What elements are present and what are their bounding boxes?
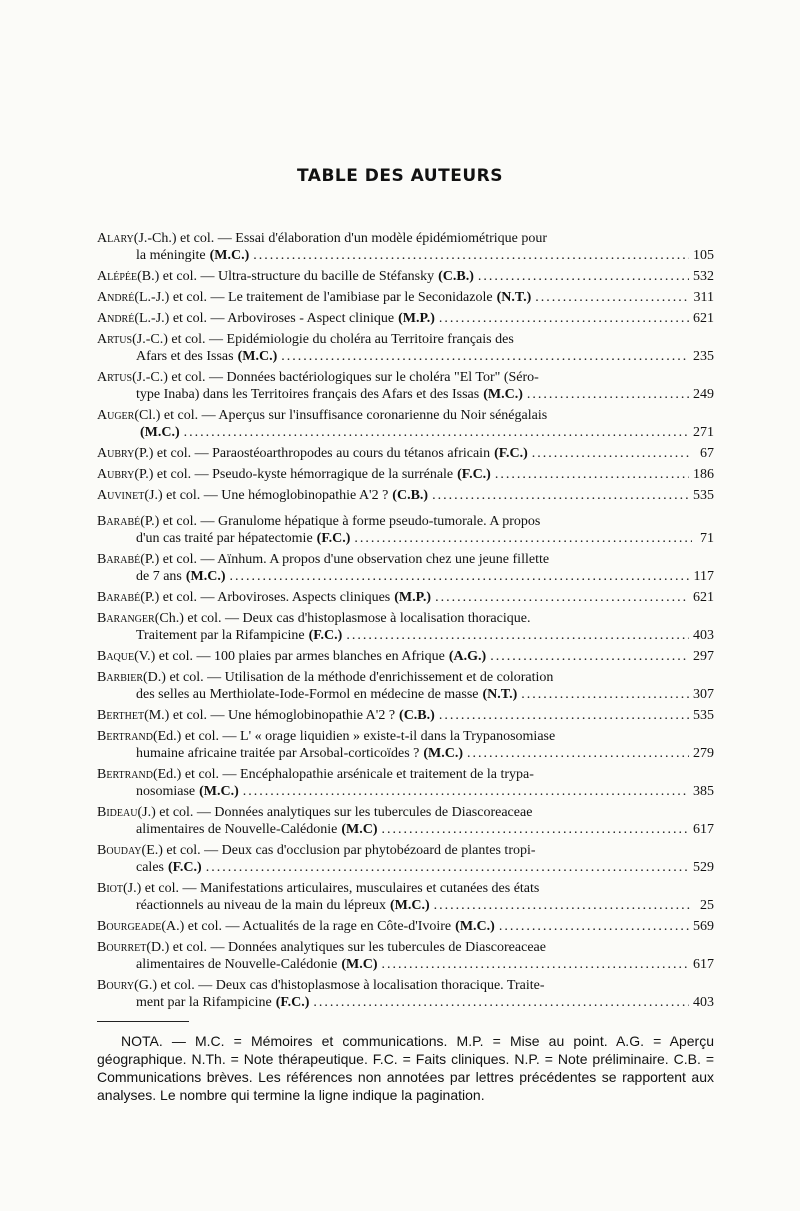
entry-title-text: (L.-J.) et col. — Arboviroses - Aspect clinique (134, 311, 395, 326)
author-entry (97, 268, 714, 285)
rubric-tag: (M.C.) (185, 569, 226, 584)
rubric-tag: (C.B.) (438, 269, 474, 284)
author-name: Boury (97, 978, 135, 993)
rubric-tag: (M.C.) (483, 387, 523, 402)
leader-dots (382, 956, 689, 973)
entry-continuation-line (97, 783, 714, 800)
author-entry (97, 918, 714, 935)
author-entry (97, 513, 714, 547)
entry-title-continuation: type Inaba) dans les Territoires français des Afars et des Issas (136, 387, 480, 402)
author-name: Barabé (97, 552, 141, 567)
author-entry (97, 487, 714, 504)
entry-first-line (97, 487, 714, 504)
entry-title-text: (G.) et col. — Deux cas d'histoplasmose à localisation thoracique. Traite- (134, 978, 545, 993)
entry-title-text: (P.) et col. — Aïnhum. A propos d'une observation chez une jeune fillette (140, 552, 550, 567)
author-entry (97, 728, 714, 762)
entry-first-line (97, 331, 714, 348)
page-number: 621 (693, 590, 714, 605)
leader-dots (206, 859, 689, 876)
page-number: 71 (700, 531, 714, 546)
entry-title-text: (E.) et col. — Deux cas d'occlusion par phytobézoard de plantes tropi- (141, 843, 536, 858)
author-entry (97, 804, 714, 838)
author-name: Bourret (97, 940, 147, 955)
author-name: Auger (97, 408, 135, 423)
leader-dots (435, 589, 689, 606)
entry-title-text: (J.) et col. — Données analytiques sur les tubercules de Diascoreaceae (137, 805, 533, 820)
entry-continuation-line (97, 745, 714, 762)
entry-title-continuation: alimentaires de Nouvelle-Calédonie (136, 957, 338, 972)
entry-title-continuation: Afars et des Issas (136, 349, 234, 364)
entry-title-text: (J.-C.) et col. — Epidémiologie du choléra au Territoire français des (132, 332, 514, 347)
entry-title-continuation: des selles au Merthiolate-Iode-Formol en médecine de masse (136, 687, 479, 702)
leader-dots (527, 386, 689, 403)
page-number: 297 (693, 649, 714, 664)
page-number: 535 (693, 708, 714, 723)
author-entry (97, 466, 714, 483)
author-name: Artus (97, 332, 133, 347)
page-number: 311 (693, 290, 714, 305)
entry-first-line (97, 289, 714, 306)
rubric-tag: (M.C.) (237, 349, 278, 364)
rubric-tag: (F.C.) (308, 628, 343, 643)
leader-dots (439, 310, 689, 327)
entry-first-line (97, 268, 714, 285)
author-name: Artus (97, 370, 133, 385)
entry-title-text: (J.) et col. — Manifestations articulaires, musculaires et cutanées des états (123, 881, 540, 896)
page-number: 529 (693, 860, 714, 875)
entry-title-continuation: cales (136, 860, 164, 875)
leader-dots (434, 897, 692, 914)
page-number: 403 (693, 628, 714, 643)
entry-title-text: (Cl.) et col. — Aperçus sur l'insuffisance coronarienne du Noir sénégalais (134, 408, 548, 423)
page-number: 535 (693, 488, 714, 503)
page-number: 105 (693, 248, 714, 263)
entry-title-continuation: de 7 ans (136, 569, 182, 584)
leader-dots (495, 466, 689, 483)
leader-dots (439, 707, 689, 724)
author-name: Barabé (97, 590, 141, 605)
author-name: Auvinet (97, 488, 145, 503)
author-entry (97, 766, 714, 800)
entry-continuation-line (97, 348, 714, 365)
author-name: Aubry (97, 446, 135, 461)
author-entry (97, 230, 714, 264)
author-name: Alary (97, 231, 134, 246)
entry-first-line (97, 707, 714, 724)
author-name: Bertrand (97, 767, 153, 782)
author-entry (97, 551, 714, 585)
entry-first-line (97, 445, 714, 462)
page-number: 279 (693, 746, 714, 761)
entry-first-line (97, 880, 714, 897)
leader-dots (243, 783, 689, 800)
author-entry (97, 939, 714, 973)
entry-title-text: (V.) et col. — 100 plaies par armes blanches en Afrique (134, 649, 445, 664)
author-entry (97, 407, 714, 441)
rubric-tag: (C.B.) (392, 488, 429, 503)
author-name: Bertrand (97, 729, 153, 744)
page-number: 617 (693, 957, 714, 972)
rubric-tag: (M.P.) (394, 590, 432, 605)
entry-first-line (97, 977, 714, 994)
entry-title-text: (P.) et col. — Paraostéoarthropodes au cours du tétanos africain (134, 446, 491, 461)
entry-title-text: (J.-C.) et col. — Données bactériologiques sur le choléra "El Tor" (Séro- (132, 370, 539, 385)
entry-title-text: (Ch.) et col. — Deux cas d'histoplasmose à localisation thoracique. (154, 611, 531, 626)
rubric-tag: (A.G.) (448, 649, 487, 664)
entry-title-text: (A.) et col. — Actualités de la rage en Côte-d'Ivoire (161, 919, 452, 934)
rubric-tag: (C.B.) (399, 708, 435, 723)
entry-continuation-line (97, 424, 714, 441)
author-name: Baque (97, 649, 135, 664)
page-number: 532 (693, 269, 714, 284)
page-number: 569 (693, 919, 714, 934)
leader-dots (467, 745, 689, 762)
entry-first-line (97, 513, 714, 530)
leader-dots (499, 918, 689, 935)
author-list-a (97, 230, 714, 508)
rubric-tag: (N.T.) (496, 290, 532, 305)
entry-title-text: (B.) et col. — Ultra-structure du bacille de Stéfansky (137, 269, 435, 284)
page-number: 25 (700, 898, 714, 913)
author-list-b (97, 513, 714, 1015)
entry-title-text: (P.) et col. — Arboviroses. Aspects cliniques (140, 590, 391, 605)
entry-continuation-line (97, 897, 714, 914)
entry-title-text: (L.-J.) et col. — Le traitement de l'amibiase par le Seconidazole (134, 290, 493, 305)
leader-dots (490, 648, 689, 665)
author-entry (97, 445, 714, 462)
author-entry (97, 707, 714, 724)
rubric-tag: (M.C.) (389, 898, 430, 913)
entry-first-line (97, 230, 714, 247)
entry-continuation-line (97, 627, 714, 644)
author-entry (97, 669, 714, 703)
entry-first-line (97, 310, 714, 327)
entry-title-text: (D.) et col. — Utilisation de la méthode d'enrichissement et de coloration (143, 670, 554, 685)
author-name: Berthet (97, 708, 145, 723)
rubric-tag: (M.C) (341, 822, 378, 837)
rubric-tag: (F.C.) (316, 531, 351, 546)
leader-dots (521, 686, 689, 703)
entry-title-text: (J.) et col. — Une hémoglobinopathie A'2 ? (144, 488, 389, 503)
entry-first-line (97, 669, 714, 686)
entry-continuation-line (97, 821, 714, 838)
leader-dots (346, 627, 689, 644)
entry-first-line (97, 466, 714, 483)
entry-first-line (97, 804, 714, 821)
leader-dots (230, 568, 690, 585)
page-number: 249 (693, 387, 714, 402)
rubric-tag: (M.C.) (199, 784, 239, 799)
entry-title-text: (J.-Ch.) et col. — Essai d'élaboration d'un modèle épidémiométrique pour (133, 231, 548, 246)
entry-continuation-line (97, 956, 714, 973)
page-number: 67 (700, 446, 714, 461)
leader-dots (535, 289, 689, 306)
author-name: Barbier (97, 670, 144, 685)
leader-dots (184, 424, 689, 441)
page-number: 307 (693, 687, 714, 702)
entry-first-line (97, 766, 714, 783)
entry-first-line (97, 589, 714, 606)
entry-title-continuation: humaine africaine traitée par Arsobal-corticoïdes ? (136, 746, 420, 761)
rubric-tag: (F.C.) (494, 446, 528, 461)
page-number: 186 (693, 467, 714, 482)
author-entry (97, 369, 714, 403)
entry-first-line (97, 939, 714, 956)
entry-title-continuation: réactionnels au niveau de la main du lépreux (136, 898, 386, 913)
author-entry (97, 310, 714, 327)
footnote-rule (97, 1021, 189, 1022)
author-entry (97, 289, 714, 306)
page-number: 617 (693, 822, 714, 837)
author-name: Bouday (97, 843, 142, 858)
rubric-tag: (M.C.) (140, 425, 180, 440)
author-entry (97, 589, 714, 606)
entry-continuation-line (97, 247, 714, 264)
entry-title-continuation: nosomiase (136, 784, 196, 799)
author-entry (97, 648, 714, 665)
footnote-nota: NOTA. — M.C. = Mémoires et communications. M.P. = Mise au point. A.G. = Aperçu géographique. N.Th. = Note thérapeutique. F.C. = Faits cliniques. N.P. = Note préliminaire. C.B. = Communications brèves. Les références non annotées par lettres précédentes se rapportent aux analyses. Le nombre qui termine la ligne indique la pagination. (97, 1033, 714, 1103)
page-number: 403 (693, 995, 714, 1010)
author-name: André (97, 290, 135, 305)
entry-title-text: (Ed.) et col. — L' « orage liquidien » existe-t-il dans la Trypanosomiase (152, 729, 556, 744)
author-entry (97, 331, 714, 365)
rubric-tag: (N.T.) (482, 687, 518, 702)
author-entry (97, 880, 714, 914)
entry-continuation-line (97, 568, 714, 585)
leader-dots (354, 530, 692, 547)
entry-first-line (97, 728, 714, 745)
entry-first-line (97, 648, 714, 665)
entry-first-line (97, 407, 714, 424)
leader-dots (432, 487, 689, 504)
entry-continuation-line (97, 994, 714, 1011)
entry-title-text: (Ed.) et col. — Encéphalopathie arsénicale et traitement de la trypa- (152, 767, 534, 782)
page-number: 385 (693, 784, 714, 799)
author-name: Baranger (97, 611, 155, 626)
page-number: 271 (693, 425, 714, 440)
entry-first-line (97, 369, 714, 386)
author-name: Biot (97, 881, 123, 896)
rubric-tag: (M.C.) (423, 746, 464, 761)
entry-continuation-line (97, 386, 714, 403)
rubric-tag: (M.P.) (398, 311, 435, 326)
author-name: Bideau (97, 805, 138, 820)
leader-dots (382, 821, 689, 838)
page-title: TABLE DES AUTEURS (297, 166, 503, 186)
entry-continuation-line (97, 686, 714, 703)
leader-dots (313, 994, 689, 1011)
entry-first-line (97, 842, 714, 859)
author-name: Aubry (97, 467, 135, 482)
rubric-tag: (M.C) (341, 957, 378, 972)
leader-dots (532, 445, 692, 462)
entry-first-line (97, 610, 714, 627)
rubric-tag: (F.C.) (167, 860, 202, 875)
entry-title-text: (P.) et col. — Granulome hépatique à forme pseudo-tumorale. A propos (140, 514, 541, 529)
entry-title-continuation: d'un cas traité par hépatectomie (136, 531, 313, 546)
leader-dots (281, 348, 689, 365)
entry-title-text: (P.) et col. — Pseudo-kyste hémorragique de la surrénale (134, 467, 454, 482)
author-name: Barabé (97, 514, 141, 529)
entry-title-text: (D.) et col. — Données analytiques sur les tubercules de Diascoreaceae (146, 940, 546, 955)
author-name: André (97, 311, 135, 326)
entry-first-line (97, 918, 714, 935)
author-name: Alépée (97, 269, 138, 284)
entry-title-continuation: ment par la Rifampicine (136, 995, 272, 1010)
rubric-tag: (M.C.) (455, 919, 495, 934)
page-number: 621 (693, 311, 714, 326)
author-entry (97, 977, 714, 1011)
leader-dots (478, 268, 689, 285)
entry-title-continuation: Traitement par la Rifampicine (136, 628, 305, 643)
leader-dots (253, 247, 689, 264)
entry-title-continuation: alimentaires de Nouvelle-Calédonie (136, 822, 338, 837)
author-entry (97, 610, 714, 644)
page-number: 117 (693, 569, 714, 584)
entry-first-line (97, 551, 714, 568)
entry-continuation-line (97, 859, 714, 876)
rubric-tag: (F.C.) (457, 467, 491, 482)
entry-title-continuation: la méningite (136, 248, 206, 263)
entry-continuation-line (97, 530, 714, 547)
page-number: 235 (693, 349, 714, 364)
rubric-tag: (F.C.) (275, 995, 310, 1010)
author-name: Bourgeade (97, 919, 162, 934)
author-entry (97, 842, 714, 876)
entry-title-text: (M.) et col. — Une hémoglobinopathie A'2 ? (144, 708, 396, 723)
rubric-tag: (M.C.) (209, 248, 250, 263)
